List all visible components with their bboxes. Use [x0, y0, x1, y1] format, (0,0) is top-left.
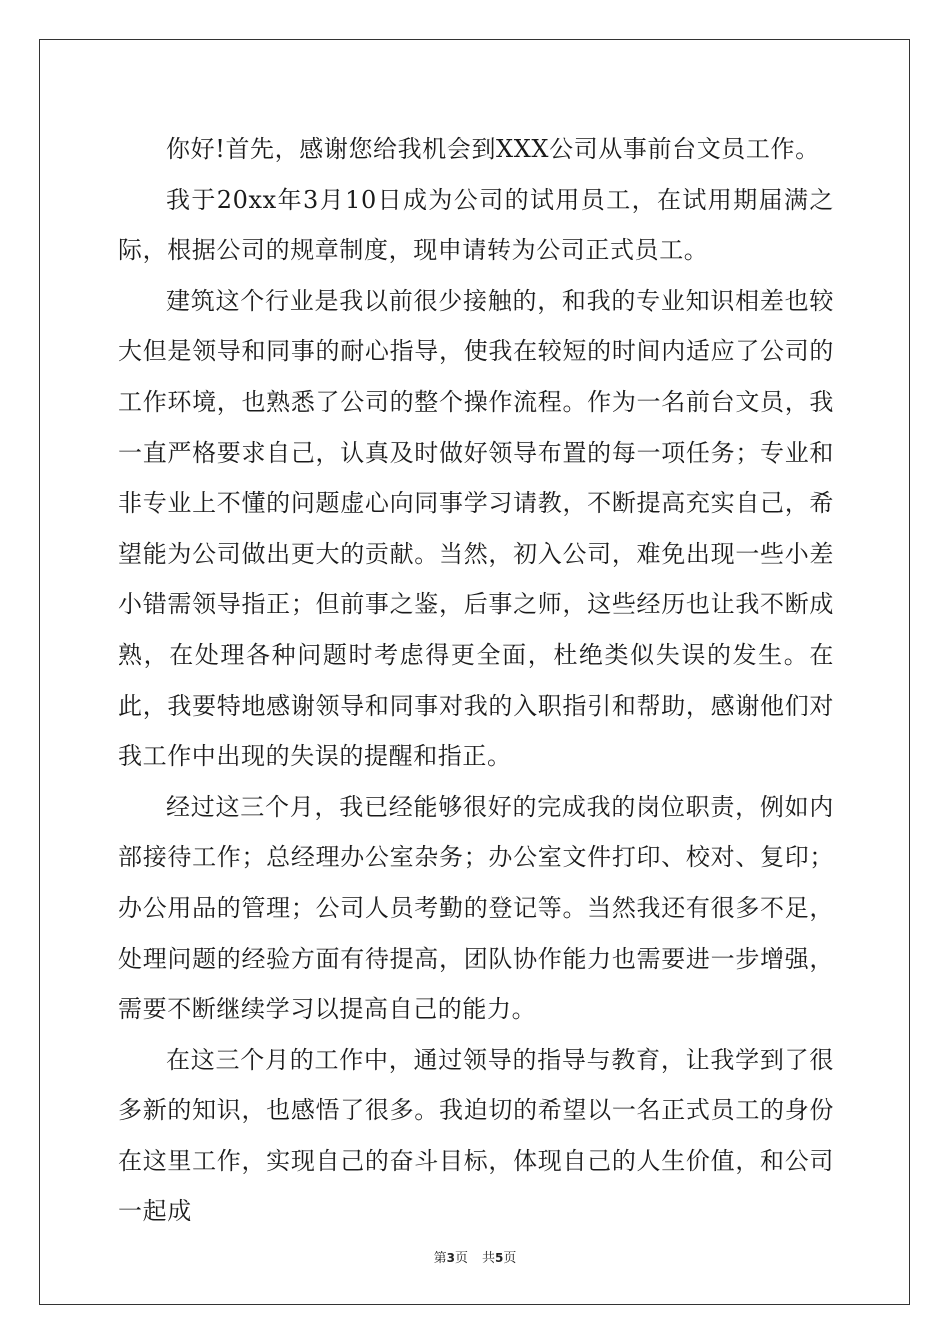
paragraph-experience: 建筑这个行业是我以前很少接触的，和我的专业知识相差也较大但是领导和同事的耐心指导，使我在较短的时间内适应了公司的工作环境，也熟悉了公司的整个操作流程。作为一名前台文员，我一直严格要求自己，认真及时做好领导布置的每一项任务；专业和非专业上不懂的问题虚心向同事学习请教，不断提高充实自己，希望能为公司做出更大的贡献。当然，初入公司，难免出现一些小差小错需领导指正；但前事之鉴，后事之师，这些经历也让我不断成熟，在处理各种问题时考虑得更全面，杜绝类似失误的发生。在此，我要特地感谢领导和同事对我的入职指引和帮助，感谢他们对我工作中出现的失误的提醒和指正。 — [118, 286, 834, 771]
document-body — [118, 124, 834, 1237]
page-suffix: 页 — [454, 1251, 468, 1266]
paragraph-gratitude: 在这三个月的工作中，通过领导的指导与教育，让我学到了很多新的知识，也感悟了很多。我迫切的希望以一名正式员工的身份在这里工作，实现自己的奋斗目标，体现自己的人生价值，和公司一起成 — [118, 1045, 834, 1226]
paragraph-duties: 经过这三个月，我已经能够很好的完成我的岗位职责，例如内部接待工作；总经理办公室杂务；办公室文件打印、校对、复印；办公用品的管理；公司人员考勤的登记等。当然我还有很多不足，处理问题的经验方面有待提高，团队协作能力也需要进一步增强，需要不断继续学习以提高自己的能力。 — [118, 792, 834, 1024]
page-footer — [0, 1247, 950, 1266]
paragraph-greeting: 你好!首先，感谢您给我机会到XXX公司从事前台文员工作。 — [166, 135, 820, 163]
paragraph-application: 我于20xx年3月10日成为公司的试用员工，在试用期届满之际，根据公司的规章制度，现申请转为公司正式员工。 — [118, 185, 834, 265]
total-prefix: 共 — [482, 1251, 496, 1266]
total-suffix: 页 — [503, 1251, 517, 1266]
page-prefix: 第 — [433, 1251, 447, 1266]
page-current-number: 3 — [446, 1251, 455, 1265]
page-total-number: 5 — [495, 1251, 504, 1265]
